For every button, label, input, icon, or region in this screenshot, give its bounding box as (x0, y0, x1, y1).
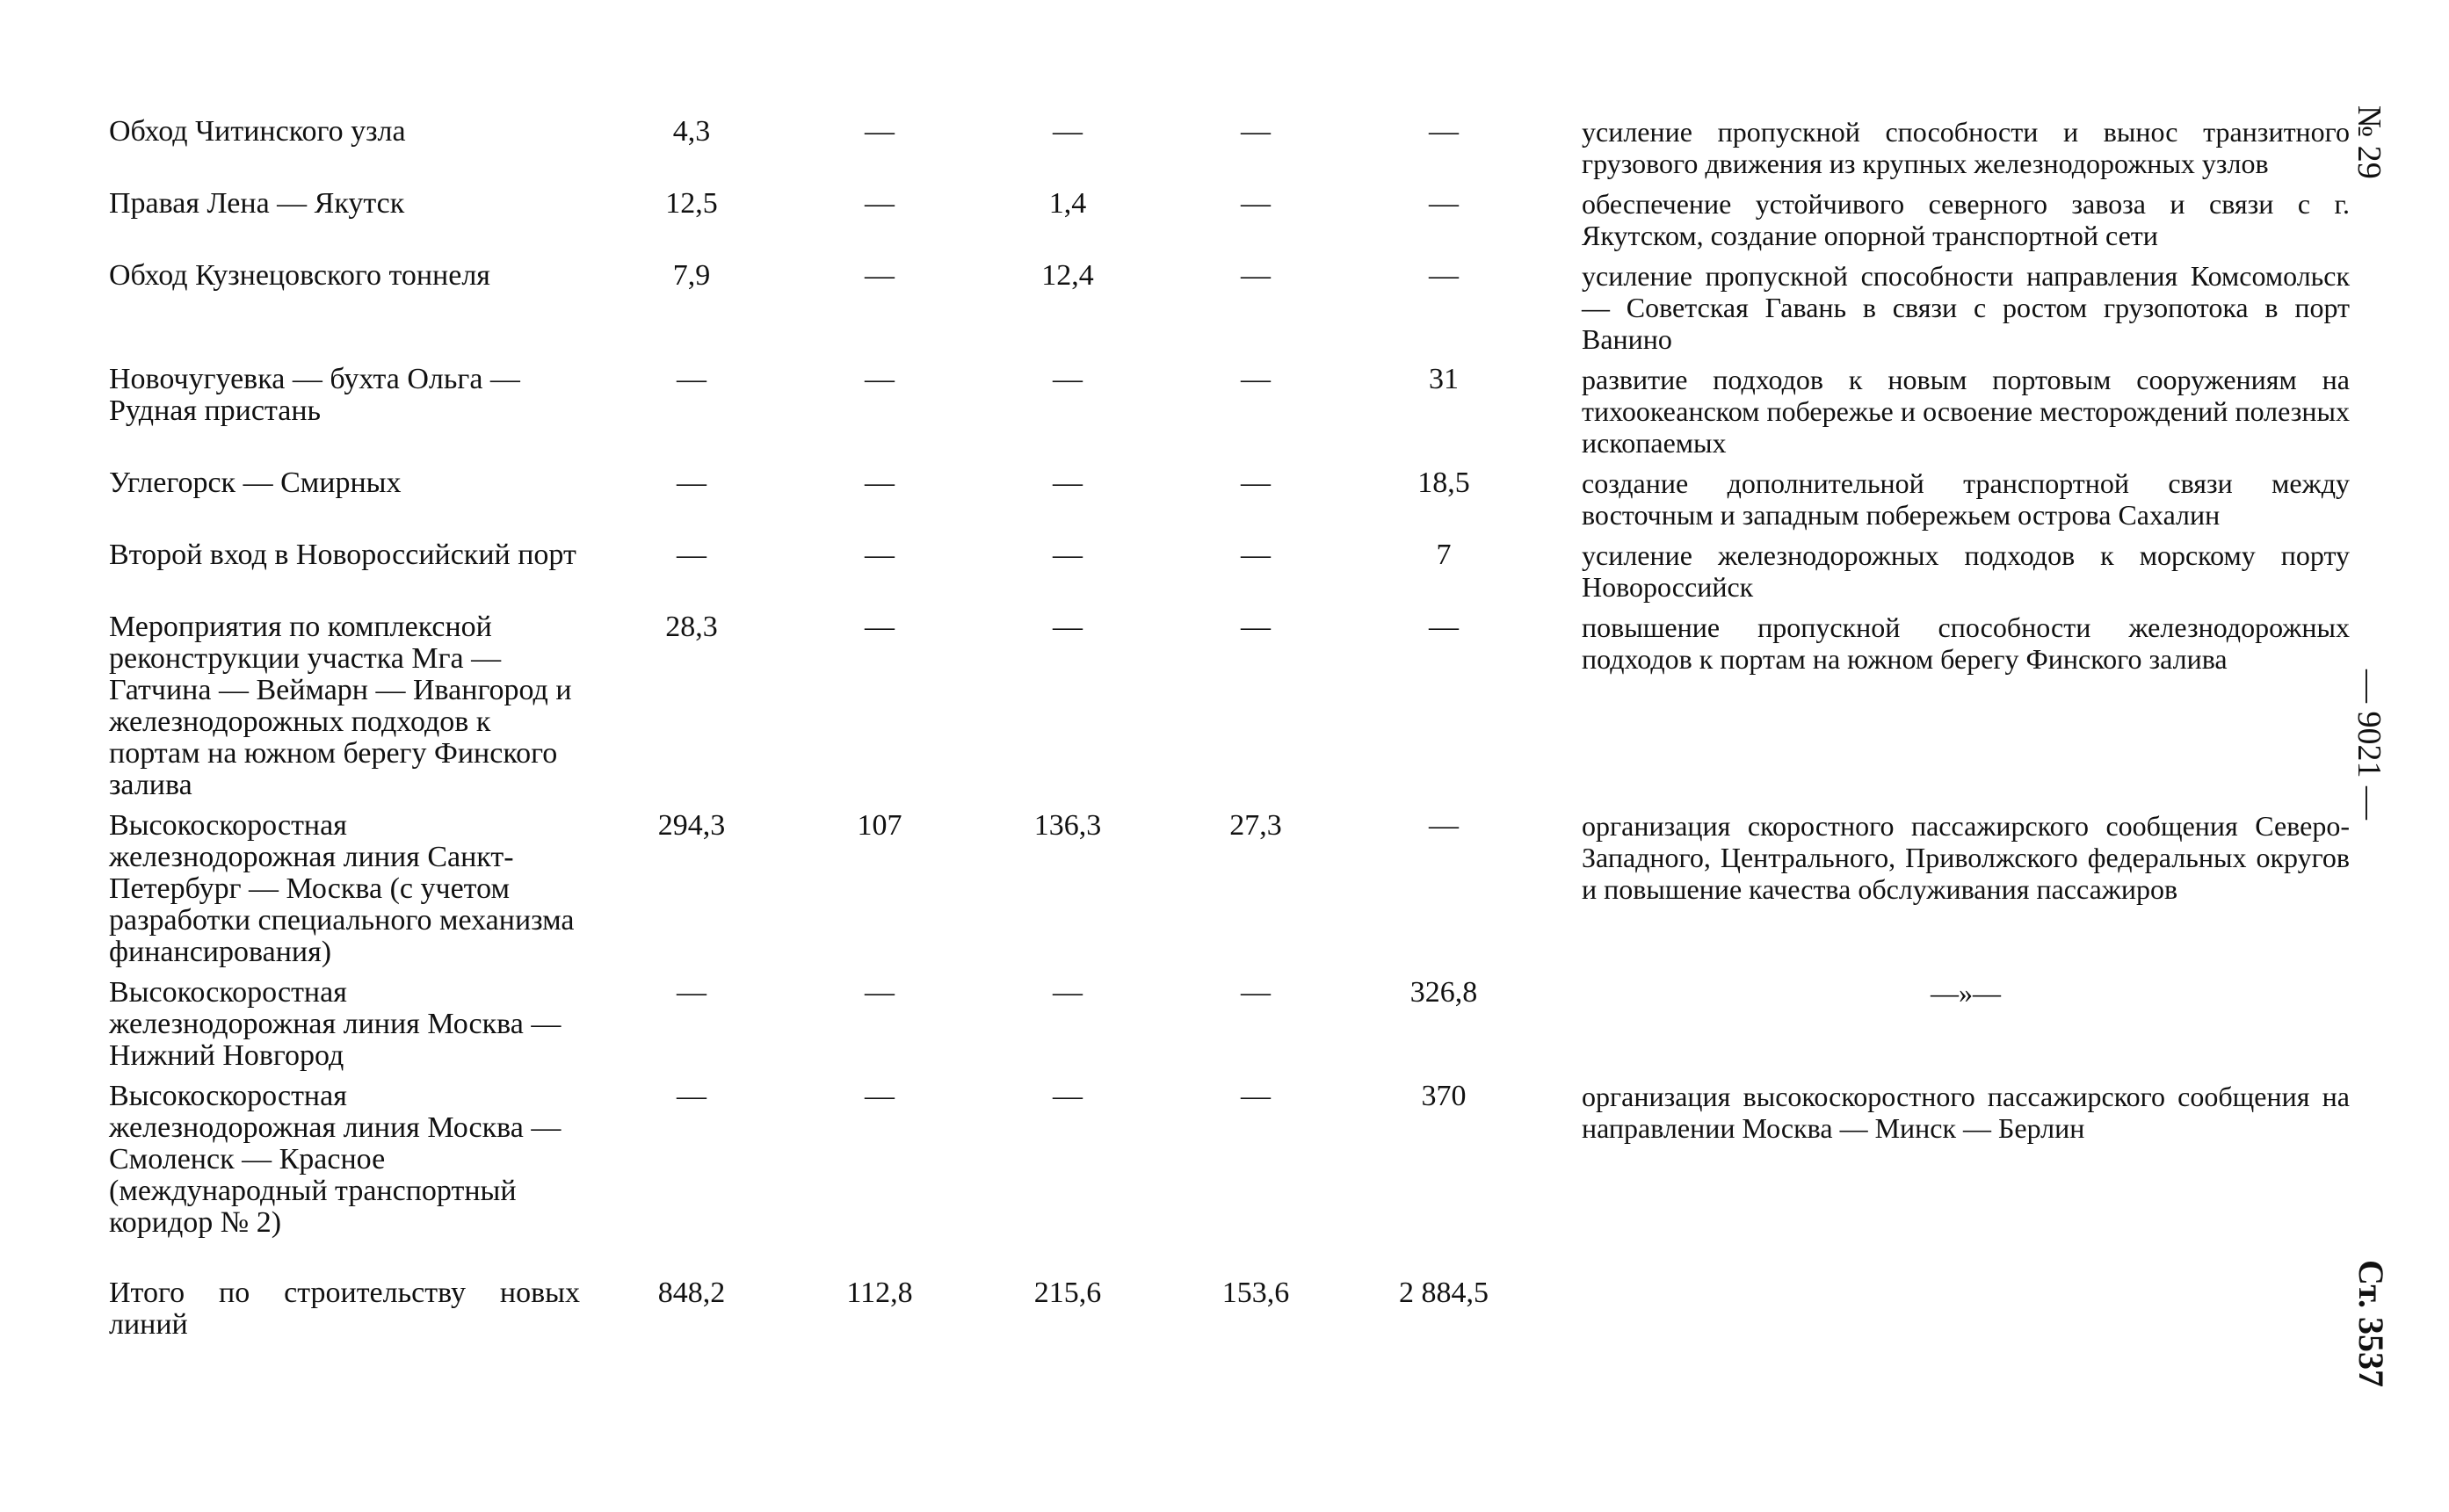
value-col-1: — (677, 1080, 706, 1112)
project-purpose: усиление пропускной способности и вынос транзитного грузового движения из крупных железнодорожных узлов (1582, 116, 2350, 179)
table-row (109, 810, 2350, 977)
total-col-2: 112,8 (846, 1277, 913, 1309)
value-col-3: — (1053, 363, 1083, 395)
value-col-1: — (677, 363, 706, 395)
value-col-1: 28,3 (665, 611, 718, 643)
value-col-4: — (1241, 1080, 1271, 1112)
project-purpose: создание дополнительной транспортной связи между восточным и западным побережьем острова Сахалин (1582, 467, 2350, 531)
value-col-3: — (1053, 976, 1083, 1009)
document-table (109, 116, 2350, 1341)
table-row (109, 364, 2350, 467)
value-col-3: — (1053, 1080, 1083, 1112)
value-col-4: — (1241, 363, 1271, 395)
value-col-4: — (1241, 187, 1271, 220)
project-name: Мероприятия по комплексной реконструкции участка Мга — Гатчина — Веймарн — Ивангород и железнодорожных подходов к портам на южном берегу Финского залива (109, 611, 572, 801)
value-col-5: 31 (1429, 363, 1459, 395)
value-col-5: — (1429, 611, 1459, 643)
value-col-5: — (1429, 115, 1459, 148)
value-col-3: — (1053, 611, 1083, 643)
table-row (109, 467, 2350, 539)
table-row (109, 611, 2350, 810)
value-col-4: 27,3 (1229, 809, 1282, 842)
project-name: Высокоскоростная железнодорожная линия Москва — Нижний Новгород (109, 976, 562, 1072)
project-name: Правая Лена — Якутск (109, 187, 405, 220)
value-col-1: — (677, 539, 706, 571)
project-purpose: повышение пропускной способности железнодорожных подходов к портам на южном берегу Финского залива (1582, 611, 2350, 675)
value-col-5: — (1429, 187, 1459, 220)
value-col-4: — (1241, 611, 1271, 643)
table-row (109, 539, 2350, 611)
value-col-1: 7,9 (672, 259, 711, 292)
table-row (109, 116, 2350, 188)
value-col-1: 4,3 (672, 115, 711, 148)
value-col-4: — (1241, 467, 1271, 499)
total-col-1: 848,2 (657, 1277, 726, 1309)
project-name: Углегорск — Смирных (109, 467, 402, 499)
value-col-2: — (865, 1080, 895, 1112)
value-col-2: — (865, 611, 895, 643)
value-col-3: 136,3 (1033, 809, 1102, 842)
value-col-2: — (865, 539, 895, 571)
project-name: Обход Читинского узла (109, 115, 406, 148)
total-row (109, 1277, 2350, 1341)
value-col-4: — (1241, 539, 1271, 571)
value-col-2: — (865, 187, 895, 220)
value-col-3: — (1053, 115, 1083, 148)
total-label: Итого по строительству новых линий (109, 1277, 580, 1341)
project-purpose-ditto: —»— (1931, 977, 2001, 1009)
value-col-5: 18,5 (1417, 467, 1470, 499)
project-purpose: усиление пропускной способности направления Комсомольск — Советская Гавань в связи с ростом грузопотока в порт Ванино (1582, 260, 2350, 355)
value-col-2: — (865, 259, 895, 292)
project-name: Обход Кузнецовского тоннеля (109, 259, 490, 292)
page-mark: — 9021 — (2351, 669, 2387, 820)
article-reference: Ст. 3537 (2351, 1260, 2391, 1387)
value-col-5: — (1429, 259, 1459, 292)
table-row (109, 188, 2350, 260)
value-col-3: 12,4 (1041, 259, 1094, 292)
project-purpose: усиление железнодорожных подходов к морскому порту Новороссийск (1582, 539, 2350, 603)
project-name: Второй вход в Новороссийский порт (109, 539, 576, 571)
project-purpose: организация скоростного пассажирского сообщения Северо-Западного, Центрального, Приволжского федеральных округов и повышение качества обслуживания пассажиров (1582, 810, 2350, 905)
project-purpose: развитие подходов к новым портовым сооружениям на тихоокеанском побережье и освоение месторождений полезных ископаемых (1582, 364, 2350, 459)
value-col-1: 294,3 (657, 809, 726, 842)
value-col-3: — (1053, 539, 1083, 571)
value-col-4: — (1241, 115, 1271, 148)
value-col-5: 370 (1421, 1080, 1467, 1112)
project-name: Высокоскоростная железнодорожная линия Москва — Смоленск — Красное (международный транспортный коридор № 2) (109, 1080, 562, 1239)
total-purpose-empty (1538, 1277, 2350, 1341)
table-row (109, 1081, 2350, 1277)
issue-number: № 29 (2351, 105, 2387, 179)
value-col-5: 326,8 (1409, 976, 1478, 1009)
total-col-4: 153,6 (1221, 1277, 1290, 1309)
value-col-3: — (1053, 467, 1083, 499)
project-purpose: обеспечение устойчивого северного завоза и связи с г. Якутском, создание опорной транспортной сети (1582, 188, 2350, 251)
value-col-2: — (865, 363, 895, 395)
table-row (109, 260, 2350, 364)
value-col-2: — (865, 976, 895, 1009)
total-col-3: 215,6 (1033, 1277, 1102, 1309)
value-col-1: 12,5 (665, 187, 718, 220)
value-col-2: 107 (857, 809, 902, 842)
project-name: Высокоскоростная железнодорожная линия Санкт-Петербург — Москва (с учетом разработки специального механизма финансирования) (109, 809, 575, 968)
value-col-1: — (677, 467, 706, 499)
project-name: Новочугуевка — бухта Ольга — Рудная пристань (109, 363, 520, 427)
value-col-3: 1,4 (1048, 187, 1087, 220)
value-col-5: 7 (1436, 539, 1452, 571)
total-col-5: 2 884,5 (1399, 1277, 1489, 1309)
value-col-1: — (677, 976, 706, 1009)
table-row (109, 977, 2350, 1081)
project-purpose: организация высокоскоростного пассажирского сообщения на направлении Москва — Минск — Берлин (1582, 1081, 2350, 1144)
value-col-2: — (865, 467, 895, 499)
value-col-5: — (1429, 809, 1459, 842)
value-col-4: — (1241, 976, 1271, 1009)
value-col-2: — (865, 115, 895, 148)
value-col-4: — (1241, 259, 1271, 292)
